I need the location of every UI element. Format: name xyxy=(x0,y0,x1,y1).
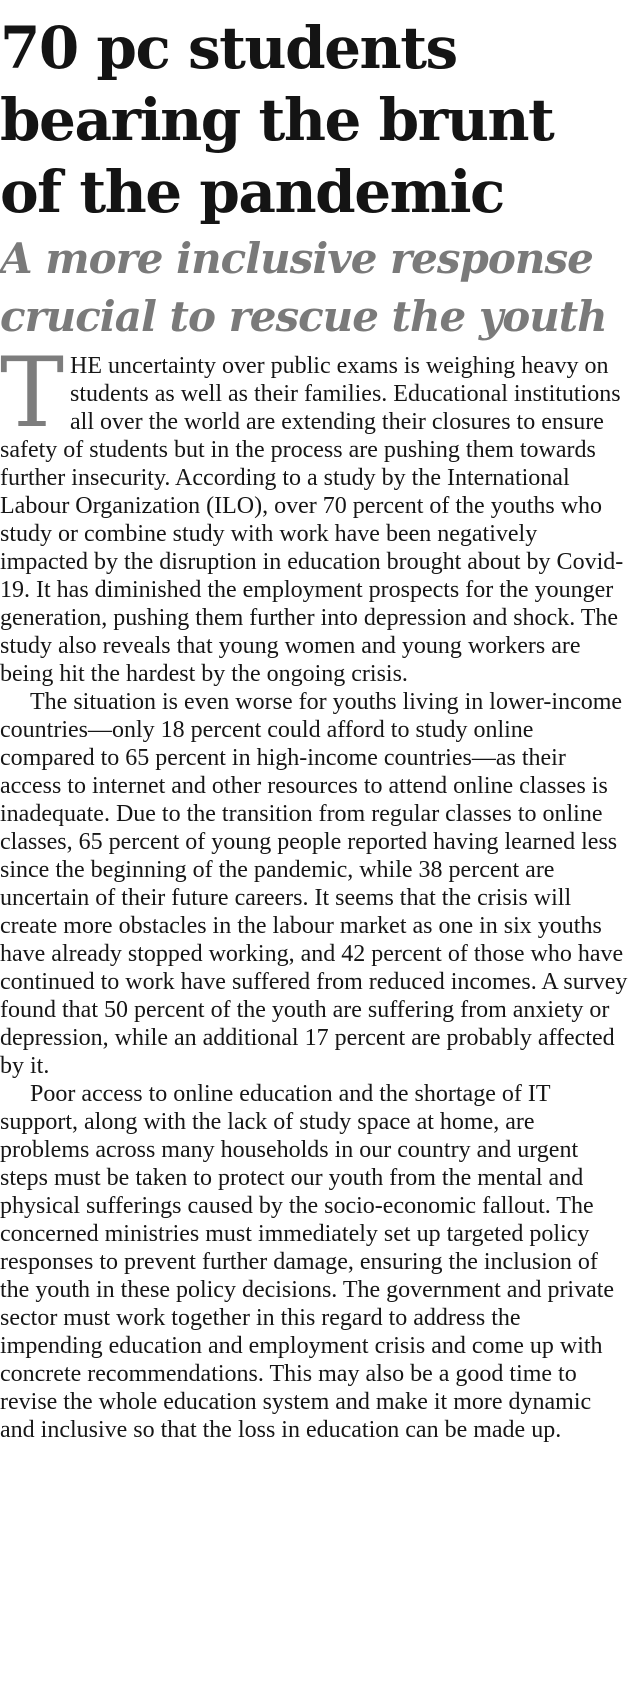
subheadline xyxy=(0,228,629,346)
article-body xyxy=(0,337,629,1444)
paragraph-1 xyxy=(0,337,629,688)
paragraph-1-text: HE uncertainty over public exams is weighing heavy on students as well as their families. Educational institutions all over the world are extending their closures to ensure safety of students but in the process are pushing them towards further insecurity. According to a study by the International Labour Organization (ILO), over 70 percent of the youths who study or combine study with work have been negatively impacted by the disruption in education brought about by Covid-19. It has diminished the employment prospects for the younger generation, pushing them further into depression and shock. The study also reveals that young women and young workers are being hit the hardest by the ongoing crisis. xyxy=(0,353,624,687)
paragraph-3: Poor access to online education and the shortage of IT support, along with the lack of study space at home, are problems across many households in our country and urgent steps must be taken to protect our youth from the mental and physical sufferings caused by the socio-economic fallout. The concerned ministries must immediately set up targeted policy responses to prevent further damage, ensuring the inclusion of the youth in these policy decisions. The government and private sector must work together in this regard to address the impending education and employment crisis and come up with concrete recommendations. This may also be a good time to revise the whole education system and make it more dynamic and inclusive so that the loss in education can be made up. xyxy=(0,1081,615,1443)
headline-line: bearing the brunt xyxy=(0,86,554,154)
drop-cap: T xyxy=(0,337,65,449)
subheadline-line: A more inclusive response xyxy=(0,234,593,283)
paragraph-2: The situation is even worse for youths living in lower-income countries—only 18 percent could afford to study online compared to 65 percent in high-income countries—as their access to internet and other resources to attend online classes is inadequate. Due to the transition from regular classes to online classes, 65 percent of young people reported having learned less since the beginning of the pandemic, while 38 percent are uncertain of their future careers. It seems that the crisis will create more obstacles in the labour market as one in six youths have already stopped working, and 42 percent of those who have continued to work have suffered from reduced incomes. A survey found that 50 percent of the youth are suffering from anxiety or depression, while an additional 17 percent are probably affected by it. xyxy=(0,689,628,1079)
headline-line: 70 pc students xyxy=(0,14,457,82)
subheadline-line: crucial to rescue the youth xyxy=(0,292,607,341)
headline xyxy=(0,0,629,228)
headline-line: of the pandemic xyxy=(0,158,504,226)
